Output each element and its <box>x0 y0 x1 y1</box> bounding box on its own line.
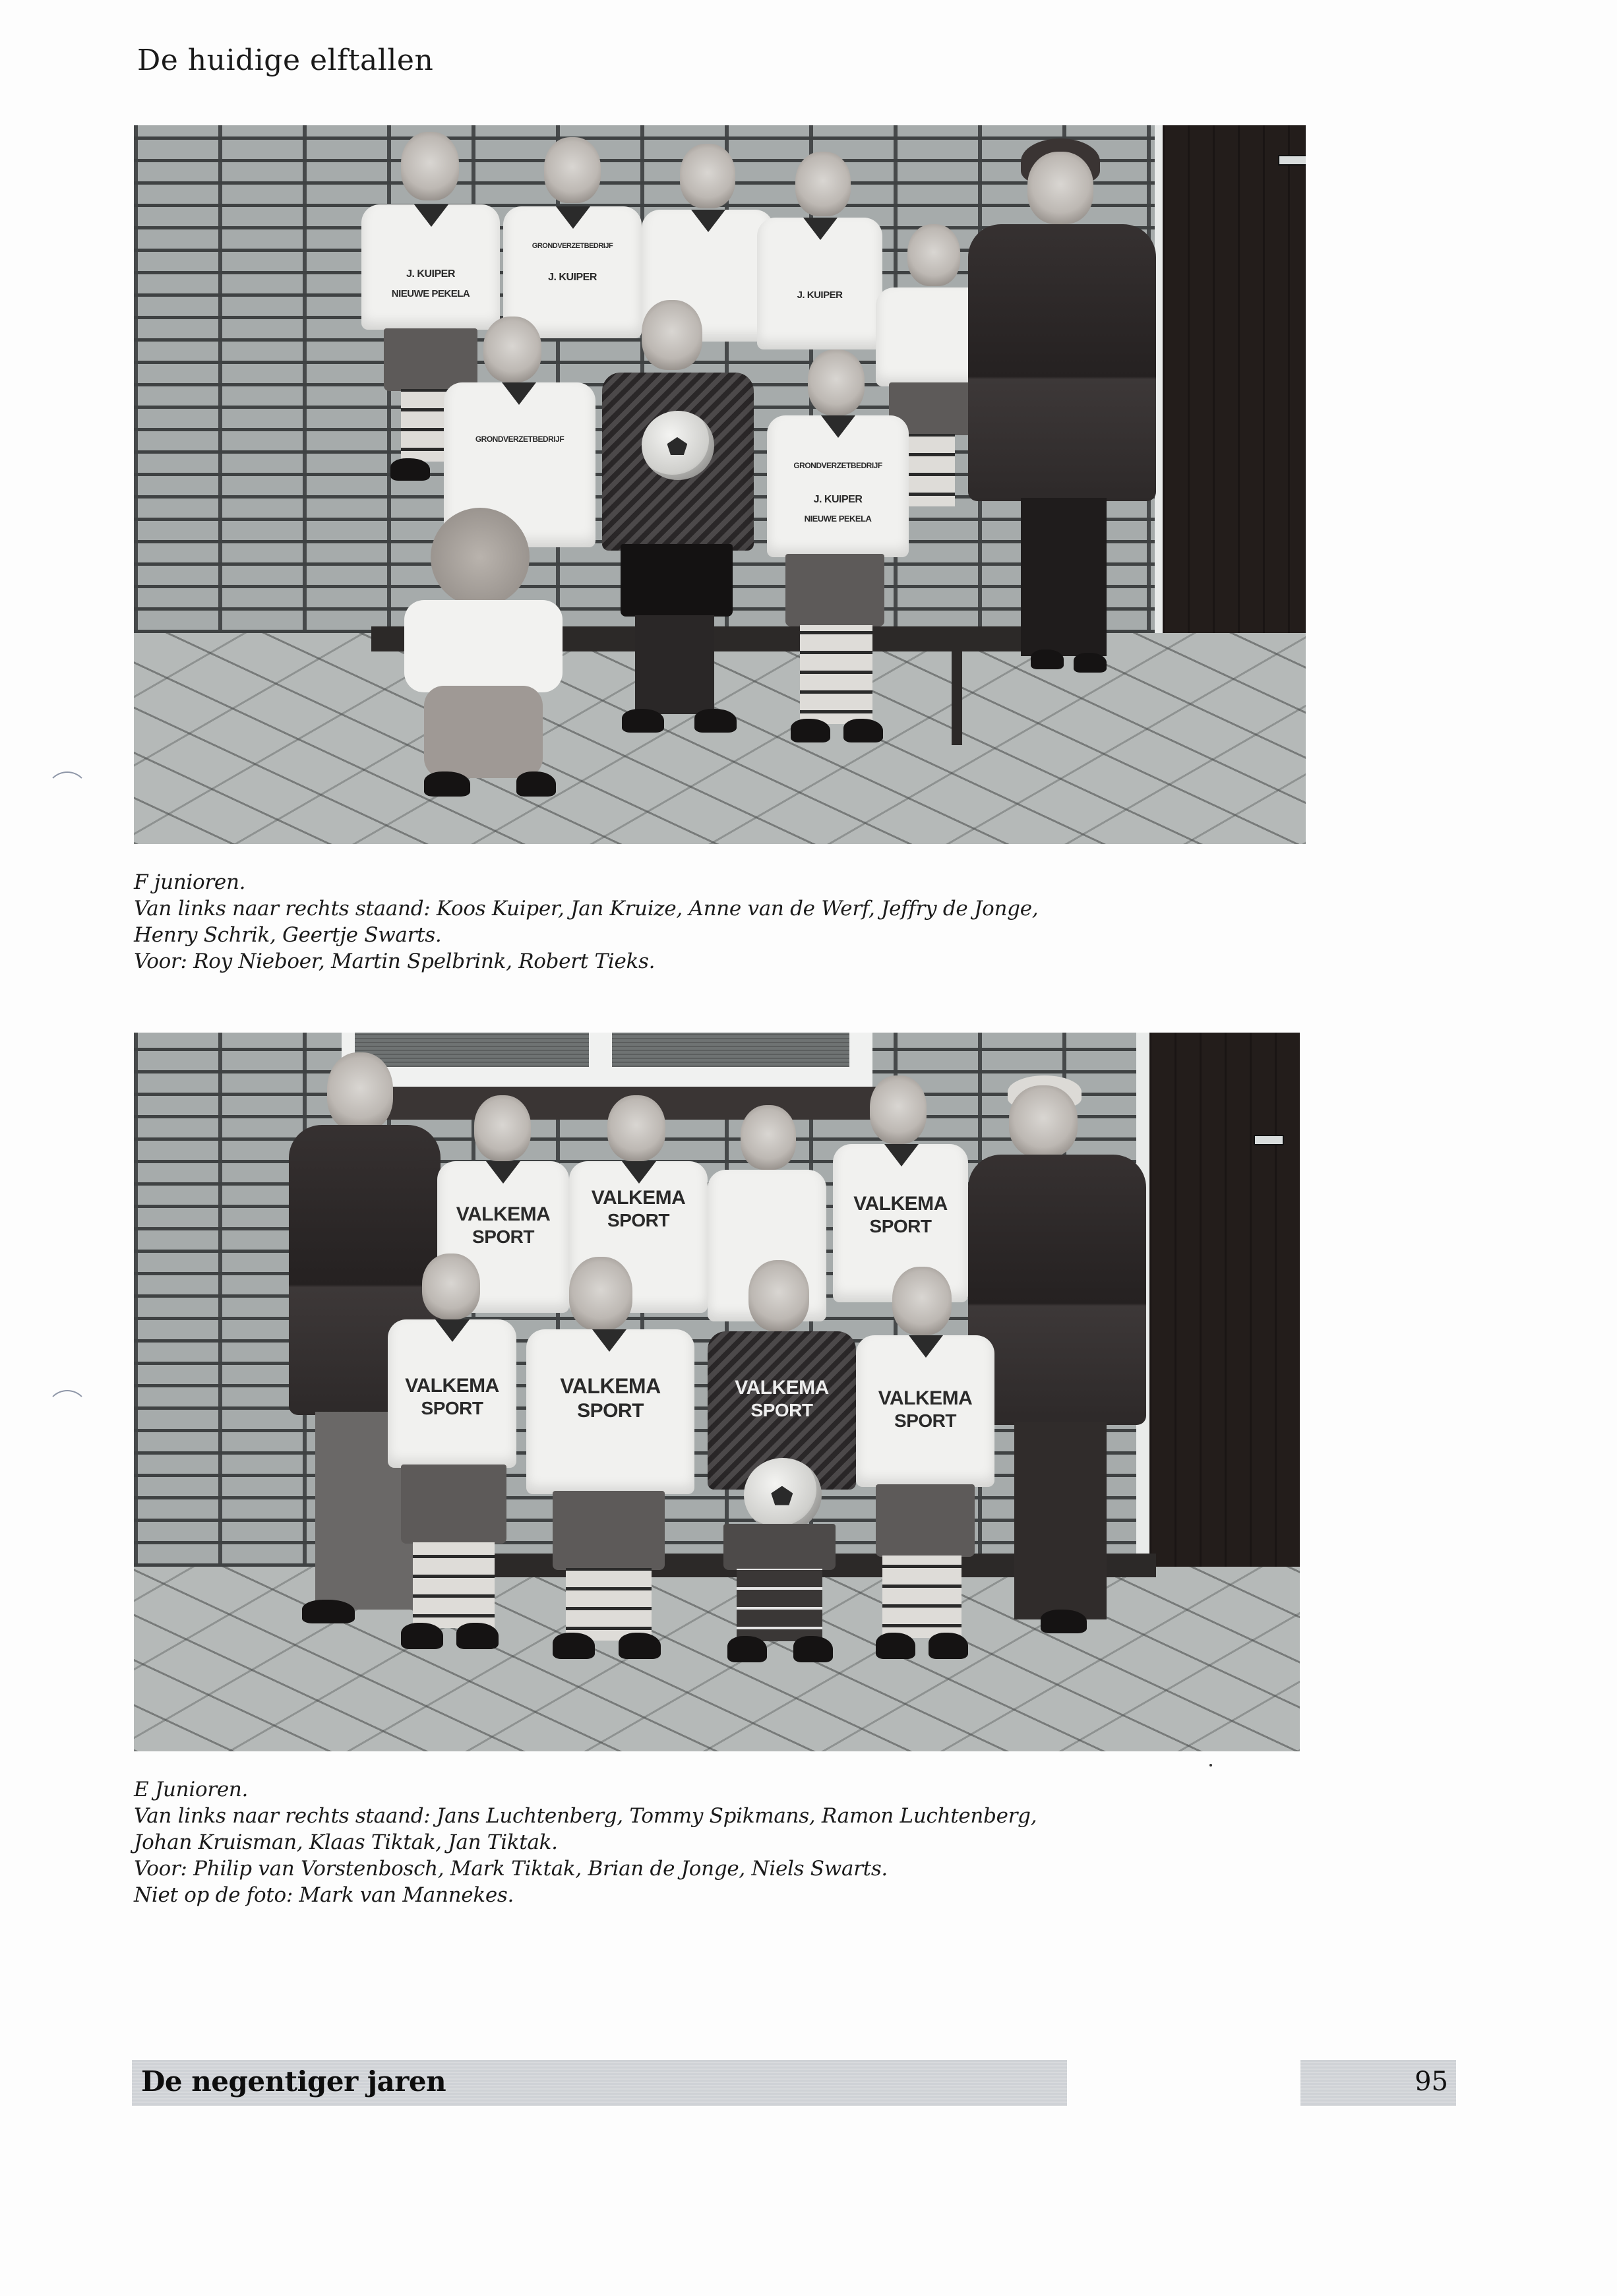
football <box>744 1458 822 1532</box>
jersey-sponsor-text: NIEUWE PEKELA <box>804 514 872 524</box>
team-photo-e-junioren <box>134 1033 1300 1751</box>
footer-section-title: De negentiger jaren <box>141 2065 446 2098</box>
jersey-sponsor-text: J. KUIPER <box>797 289 843 301</box>
jersey-sponsor-text: VALKEMA <box>878 1387 973 1409</box>
bench-leg <box>952 646 962 745</box>
print-speck <box>1209 1764 1212 1767</box>
jersey-sponsor-text: SPORT <box>869 1216 932 1236</box>
door-sign <box>1254 1135 1284 1145</box>
caption-line: Johan Kruisman, Klaas Tiktak, Jan Tiktak. <box>134 1830 558 1854</box>
caption-line: Van links naar rechts staand: Jans Luchtenberg, Tommy Spikmans, Ramon Luchtenberg, <box>134 1804 1037 1828</box>
jersey-sponsor-text: VALKEMA <box>456 1203 551 1225</box>
footer-section-bar <box>132 2060 1067 2106</box>
football <box>642 411 714 480</box>
door-sign <box>1278 155 1306 166</box>
caption-line: Voor: Philip van Vorstenbosch, Mark Tiktak, Brian de Jonge, Niels Swarts. <box>134 1857 888 1881</box>
jersey-sponsor-text: NIEUWE PEKELA <box>391 288 470 299</box>
jersey-sponsor-text: J. KUIPER <box>548 272 597 283</box>
caption-team-name: E Junioren. <box>134 1778 249 1801</box>
caption-line: Niet op de foto: Mark van Mannekes. <box>134 1883 514 1907</box>
jersey-sponsor-text: J. KUIPER <box>813 494 863 505</box>
caption-line: Van links naar rechts staand: Koos Kuiper, Jan Kruize, Anne van de Werf, Jeffry de Jonge, <box>134 897 1039 921</box>
caption-line: Voor: Roy Nieboer, Martin Spelbrink, Robert Tieks. <box>134 950 656 973</box>
photo-caption-f-junioren <box>134 869 1038 975</box>
paved-ground <box>134 633 1306 844</box>
jersey-sponsor-text: GRONDVERZETBEDRIJF <box>532 242 613 250</box>
jersey-sponsor-text: GRONDVERZETBEDRIJF <box>475 435 564 444</box>
jersey-sponsor-text: J. KUIPER <box>406 268 455 280</box>
caption-team-name: F junioren. <box>134 870 246 894</box>
footer-page-number-box <box>1300 2060 1456 2106</box>
running-head: De huidige elftallen <box>137 44 434 77</box>
team-photo-f-junioren <box>134 125 1306 844</box>
caption-line: Henry Schrik, Geertje Swarts. <box>134 923 442 947</box>
jersey-sponsor-text: VALKEMA <box>591 1187 686 1209</box>
binder-hole-mark <box>46 771 88 814</box>
jersey-sponsor-text: VALKEMA <box>560 1374 661 1398</box>
jersey-sponsor-text: VALKEMA <box>405 1375 499 1397</box>
jersey-sponsor-text: VALKEMA <box>853 1193 948 1215</box>
jersey-sponsor-text: GRONDVERZETBEDRIJF <box>793 461 882 470</box>
paved-ground <box>134 1567 1300 1751</box>
jersey-sponsor-text: SPORT <box>750 1400 813 1420</box>
window <box>342 1033 872 1087</box>
jersey-sponsor-text: VALKEMA <box>735 1377 829 1399</box>
jersey-sponsor-text: SPORT <box>894 1410 956 1431</box>
jersey-sponsor-text: SPORT <box>607 1210 669 1230</box>
photo-caption-e-junioren <box>134 1776 1037 1908</box>
door <box>1149 1033 1300 1593</box>
jersey-sponsor-text: SPORT <box>472 1226 534 1247</box>
door <box>1163 125 1306 666</box>
binder-hole-mark <box>46 1390 88 1432</box>
jersey-sponsor-text: SPORT <box>421 1398 483 1418</box>
jersey-sponsor-text: SPORT <box>577 1400 644 1422</box>
page-number: 95 <box>1415 2067 1448 2097</box>
